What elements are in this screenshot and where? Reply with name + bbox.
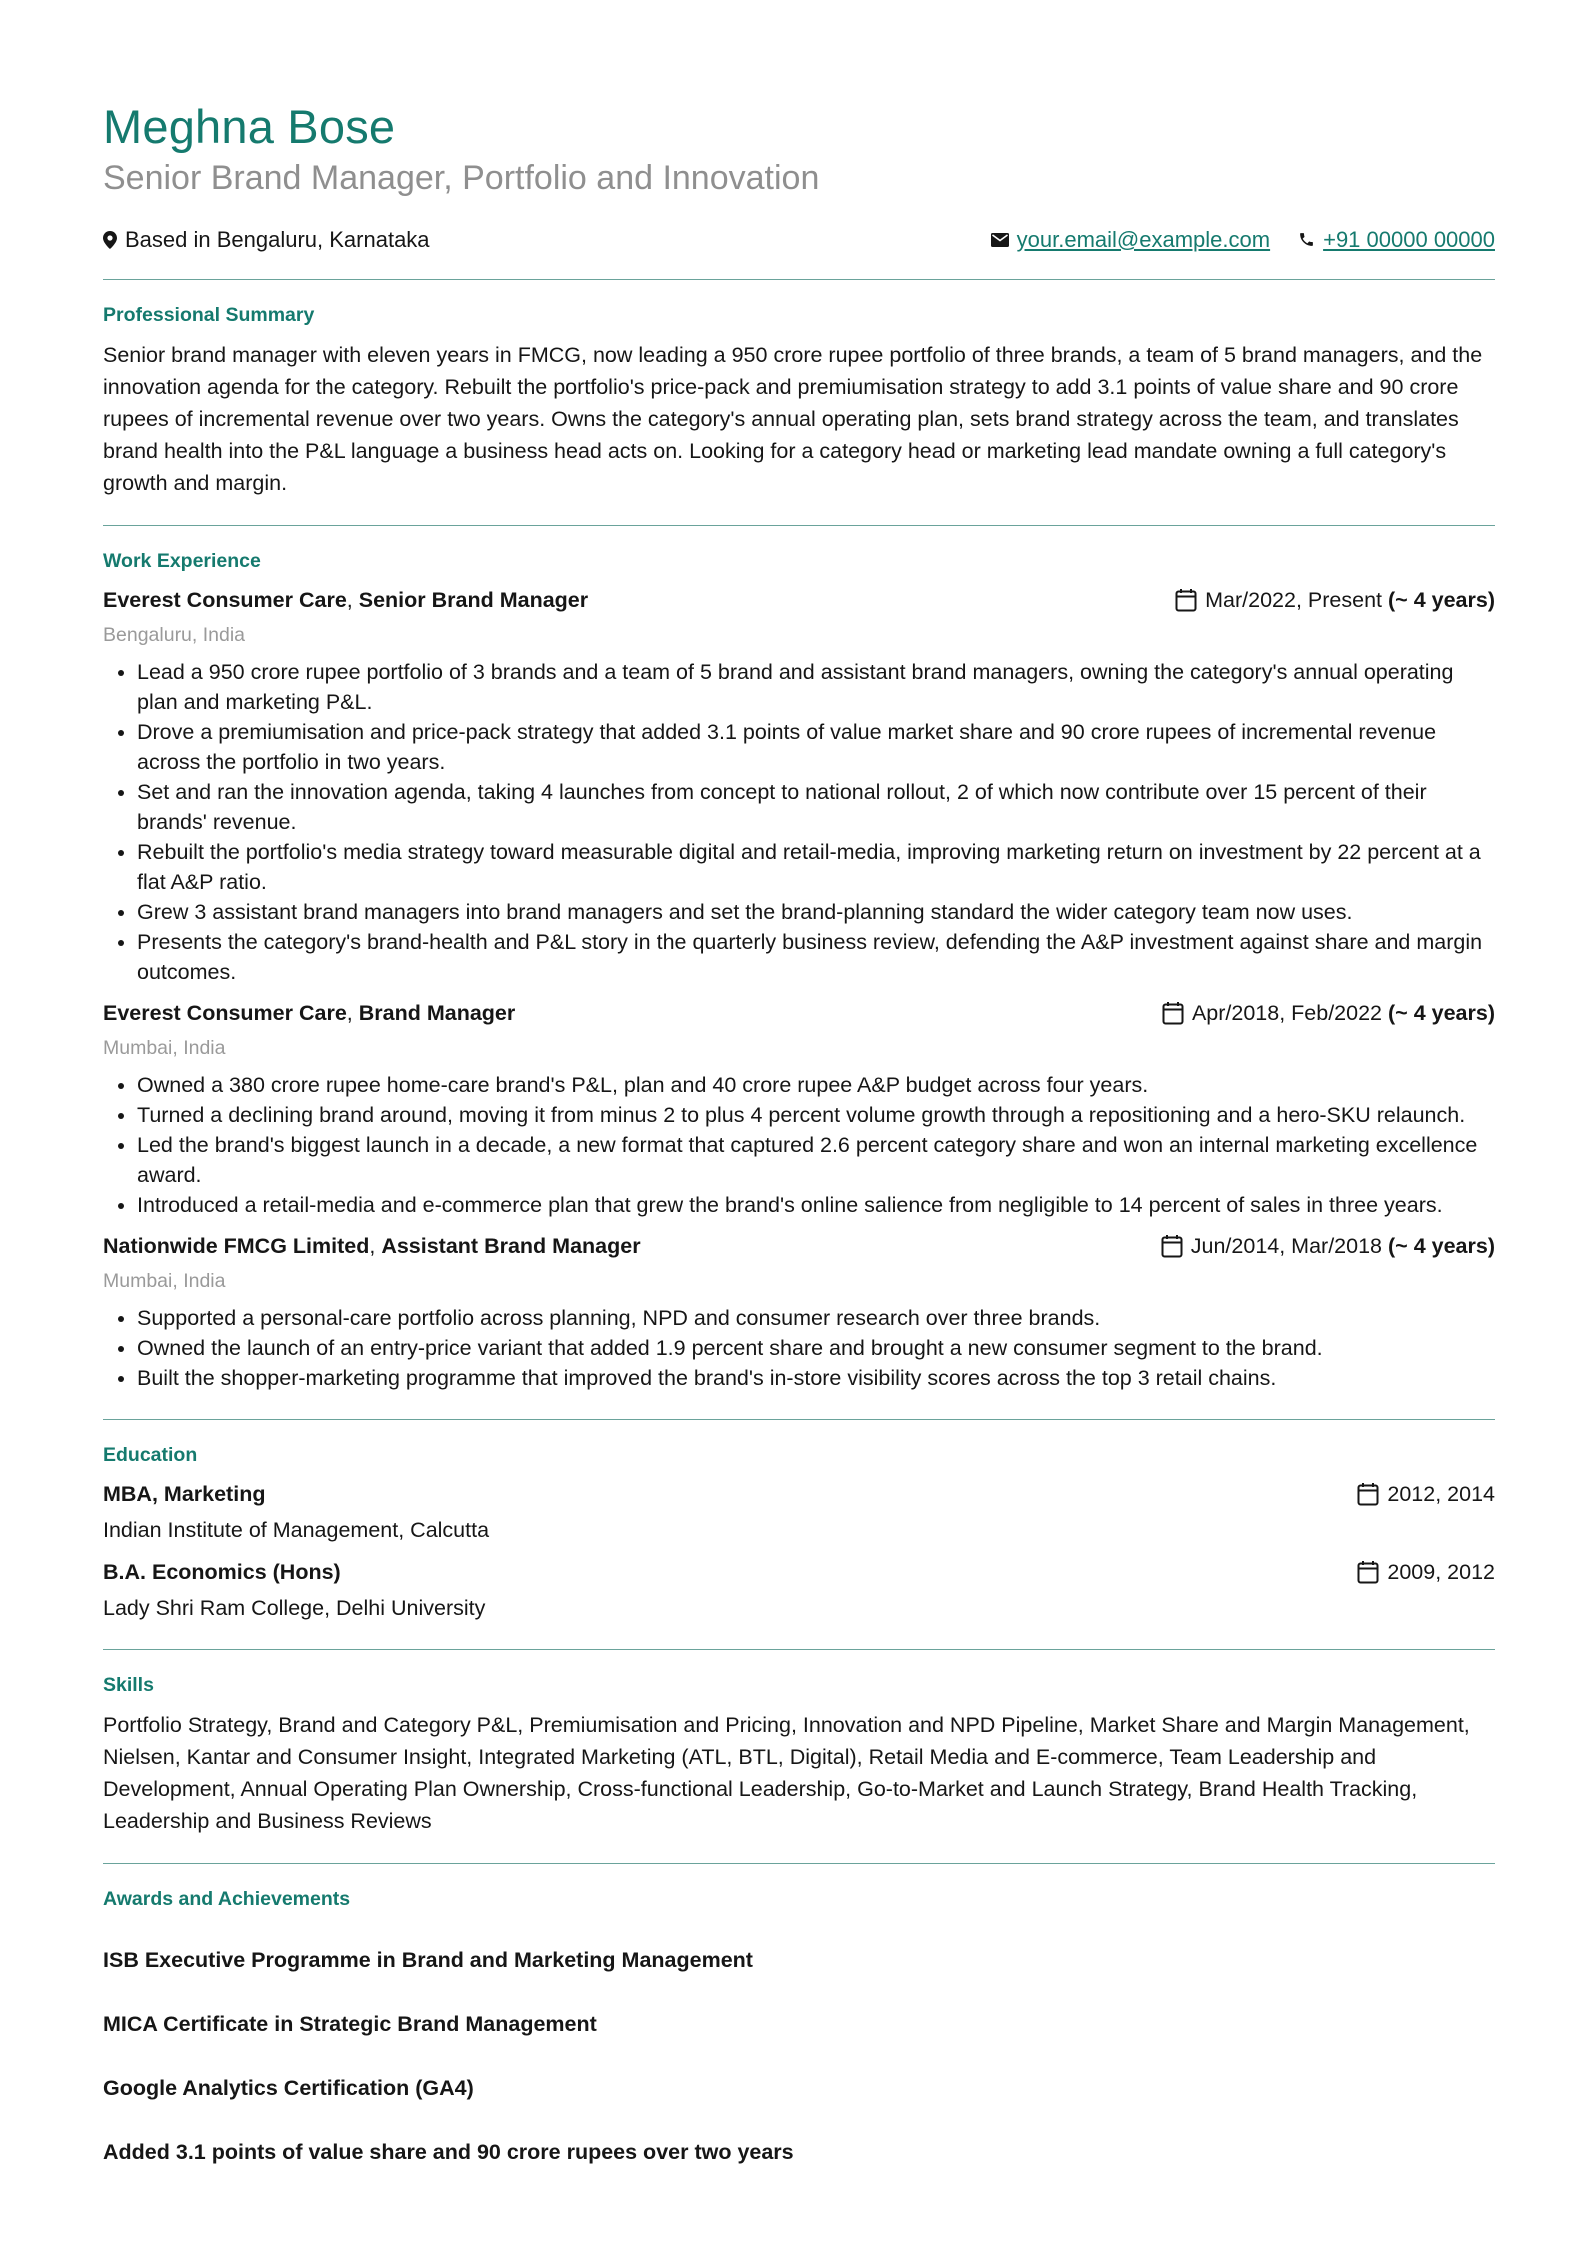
job-header [103,998,1495,1028]
job-dates [1175,585,1495,615]
job-role: Assistant Brand Manager [381,1233,641,1258]
awards-title: Awards and Achievements [103,1887,351,1910]
job-date-range: Jun/2014, Mar/2018 [1190,1233,1383,1258]
job-bullet: • Presents the category's brand-health and P&L story in the quarterly business review, defending the A&P investment against share and margin outcomes. [137,927,1495,987]
job-role: Senior Brand Manager [358,587,589,612]
divider [103,1863,1495,1864]
calendar-icon [1357,1482,1379,1506]
education-section [103,1444,1495,1623]
education-entry [103,1479,1495,1545]
job-header [103,1231,1495,1261]
calendar-icon [1162,1001,1184,1025]
education-date-range: 2012, 2014 [1387,1481,1495,1506]
job-company: Nationwide FMCG Limited [103,1233,370,1258]
education-date-range: 2009, 2012 [1387,1559,1495,1584]
calendar-icon [1357,1560,1379,1584]
job-duration: (~ 4 years) [1388,1233,1495,1258]
calendar-icon [1175,588,1197,612]
phone-link[interactable]: +91 00000 00000 [1323,226,1495,252]
job-location: Bengaluru, India [103,623,246,646]
job-duration: (~ 4 years) [1388,587,1495,612]
education-degree [103,1479,265,1509]
email-link[interactable]: your.email@example.com [1016,226,1271,252]
award-item: Google Analytics Certification (GA4) [103,2075,474,2100]
summary-section [103,304,1495,499]
job-role: Brand Manager [358,1000,516,1025]
experience-section [103,550,1495,1393]
summary-text: Senior brand manager with eleven years in FMCG, now leading a 950 crore rupee portfolio of three brands, a team of 5 brand managers, and the innovation agenda for the category. Rebuilt the portfolio's price-pack and premiumisation strategy to add 3.1 points of value share and 90 crore rupees of incremental revenue over two years. Owns the category's annual operating plan, sets brand strategy across the team, and translates brand health into the P&L language a business head acts on. Looking for a category head or marketing lead mandate owning a full category's growth and margin. [103,342,1483,495]
skills-text: Portfolio Strategy, Brand and Category P&L, Premiumisation and Pricing, Innovation and NPD Pipeline, Market Share and Margin Management, Nielsen, Kantar and Consumer Insight, Integrated Marketing (ATL, BTL, Digital), Retail Media and E-commerce, Team Leadership and Development, Annual Operating Plan Ownership, Cross-functional Leadership, Go-to-Market and Launch Strategy, Brand Health Tracking, Leadership and Business Reviews [103,1712,1470,1833]
degree-name: MBA, Marketing [103,1481,266,1506]
education-title: Education [103,1443,198,1466]
job-bullets [103,1070,1495,1220]
job-bullet: • Rebuilt the portfolio's media strategy toward measurable digital and retail-media, improving marketing return on investment by 22 percent at a flat A&P ratio. [137,837,1495,897]
education-header [103,1557,1495,1587]
job-bullets [103,1303,1495,1393]
job-bullets [103,657,1495,987]
job-dates [1162,998,1495,1028]
divider [103,1419,1495,1420]
job-bullet: • Supported a personal-care portfolio across planning, NPD and consumer research over three brands. [137,1303,1495,1333]
job-company: Everest Consumer Care [103,1000,347,1025]
summary-title: Professional Summary [103,303,315,326]
job-duration: (~ 4 years) [1388,1000,1495,1025]
job-bullet: • Owned the launch of an entry-price variant that added 1.9 percent share and brought a new consumer segment to the brand. [137,1333,1495,1363]
job-bullet: • Led the brand's biggest launch in a decade, a new format that captured 2.6 percent category share and won an internal marketing excellence award. [137,1130,1495,1190]
award-item: MICA Certificate in Strategic Brand Management [103,2011,597,2036]
map-pin-icon [103,231,117,249]
phone-icon [1298,231,1315,248]
job-entry [103,998,1495,1220]
job-bullet: • Built the shopper-marketing programme that improved the brand's in-store visibility scores across the top 3 retail chains. [137,1363,1495,1393]
skills-section [103,1674,1495,1837]
award-item: ISB Executive Programme in Brand and Marketing Management [103,1947,753,1972]
award-item: Added 3.1 points of value share and 90 crore rupees over two years [103,2139,794,2164]
job-date-range: Apr/2018, Feb/2022 [1191,1000,1383,1025]
job-title: Nationwide FMCG Limited, Assistant Brand Manager [103,1233,641,1258]
job-title: Everest Consumer Care, Brand Manager [103,1000,516,1025]
skills-title: Skills [103,1673,154,1696]
location-item [103,227,430,253]
education-school: Lady Shri Ram College, Delhi University [103,1595,486,1620]
job-bullet: • Turned a declining brand around, moving it from minus 2 to plus 4 percent volume growth through a repositioning and a hero-SKU relaunch. [137,1100,1495,1130]
job-bullet: • Set and ran the innovation agenda, taking 4 launches from concept to national rollout, 2 of which now contribute over 15 percent of their brands' revenue. [137,777,1495,837]
job-location: Mumbai, India [103,1269,226,1292]
job-company: Everest Consumer Care [103,587,347,612]
job-bullet: • Owned a 380 crore rupee home-care brand's P&L, plan and 40 crore rupee A&P budget across four years. [137,1070,1495,1100]
email-item [991,227,1270,253]
candidate-headline: Senior Brand Manager, Portfolio and Innovation [103,159,820,198]
resume-page [103,100,1495,2167]
job-bullet: • Drove a premiumisation and price-pack strategy that added 3.1 points of value market share and 90 crore rupees of incremental revenue across the portfolio in two years. [137,717,1495,777]
calendar-icon [1161,1234,1183,1258]
divider [103,1649,1495,1650]
education-header [103,1479,1495,1509]
education-entry [103,1557,1495,1623]
divider [103,525,1495,526]
job-header [103,585,1495,615]
location-text: Based in Bengaluru, Karnataka [125,226,430,252]
job-title: Everest Consumer Care, Senior Brand Manager [103,587,589,612]
awards-section [103,1888,1495,2167]
education-dates [1357,1557,1495,1587]
phone-item [1298,227,1495,253]
envelope-icon [991,233,1009,247]
job-date-range: Mar/2022, Present [1205,587,1383,612]
education-school: Indian Institute of Management, Calcutta [103,1517,490,1542]
education-degree [103,1557,341,1587]
job-bullet: • Grew 3 assistant brand managers into brand managers and set the brand-planning standard the wider category team now uses. [137,897,1495,927]
job-entry [103,585,1495,987]
job-location: Mumbai, India [103,1036,226,1059]
job-dates [1161,1231,1495,1261]
contact-right [991,227,1495,253]
contact-row [103,227,1495,253]
degree-name: B.A. Economics (Hons) [103,1559,341,1584]
job-entry [103,1231,1495,1393]
candidate-name: Meghna Bose [103,100,396,153]
contact-left [103,227,430,253]
education-dates [1357,1479,1495,1509]
experience-title: Work Experience [103,549,261,572]
divider [103,279,1495,280]
job-bullet: • Lead a 950 crore rupee portfolio of 3 brands and a team of 5 brand and assistant brand managers, owning the category's annual operating plan and marketing P&L. [137,657,1495,717]
job-bullet: • Introduced a retail-media and e-commerce plan that grew the brand's online salience from negligible to 14 percent of sales in three years. [137,1190,1495,1220]
